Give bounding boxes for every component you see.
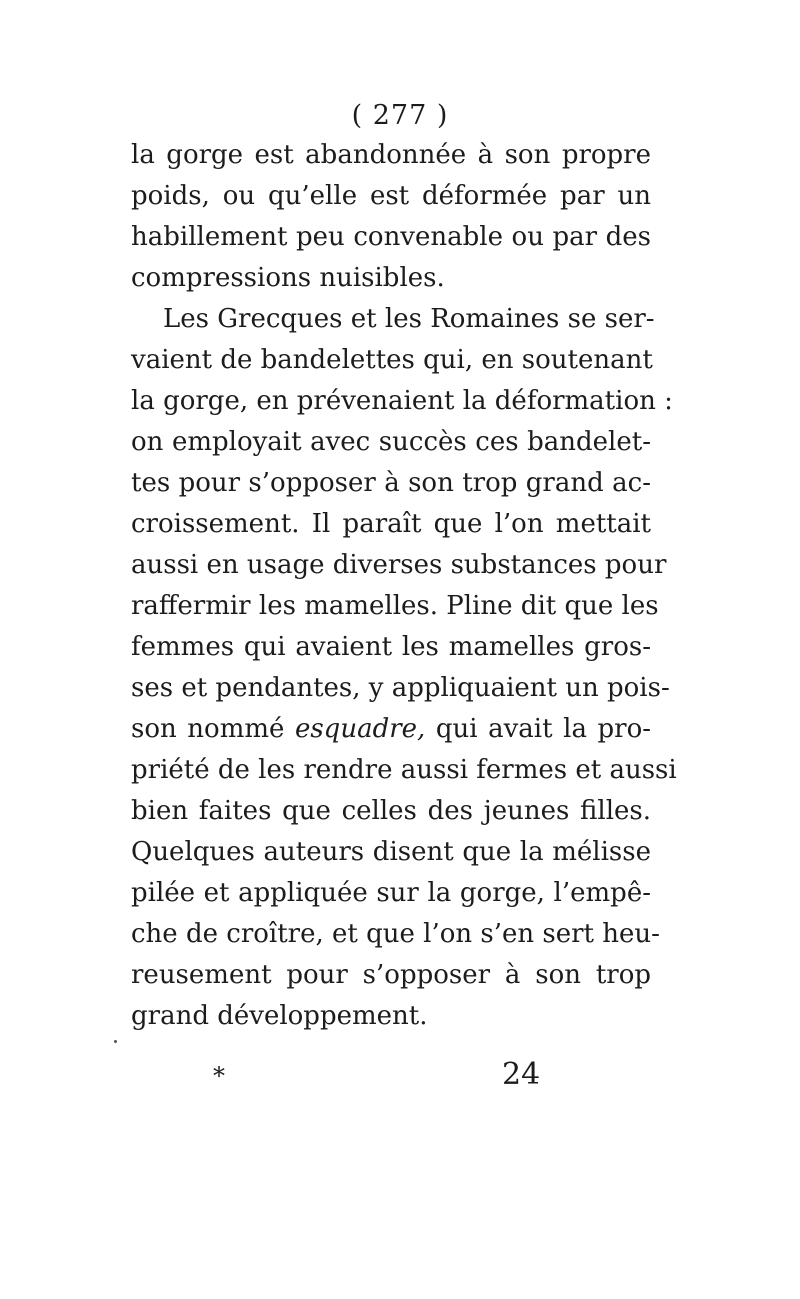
- italic-term: esquadre,: [294, 714, 426, 744]
- text-line: la gorge est abandonnée à son propre: [131, 140, 651, 170]
- text-line: priété de les rendre aussi fermes et aussi: [131, 755, 677, 785]
- text-line: compressions nuisibles.: [131, 263, 445, 293]
- text-fragment: qui avait la pro-: [435, 714, 652, 744]
- margin-dot: [114, 1040, 117, 1043]
- text-line: grand développement.: [131, 1001, 428, 1031]
- text-line: Les Grecques et les Romaines se ser-: [163, 304, 655, 334]
- text-fragment: son nommé: [131, 714, 285, 744]
- text-line: aussi en usage diverses substances pour: [131, 550, 667, 580]
- text-line: poids, ou qu’elle est déformée par un: [131, 181, 651, 211]
- signature-mark: *: [213, 1062, 225, 1090]
- text-line: bien faites que celles des jeunes filles.: [131, 796, 651, 826]
- text-line-mixed: [131, 709, 651, 750]
- text-line: che de croître, et que l’on s’en sert heu-: [131, 919, 660, 949]
- text-line: Quelques auteurs disent que la mélisse: [131, 837, 651, 867]
- text-line: habillement peu convenable ou par des: [131, 222, 651, 252]
- text-line: femmes qui avaient les mamelles gros-: [131, 632, 651, 662]
- text-line: on employait avec succès ces bandelet-: [131, 427, 651, 457]
- text-line: vaient de bandelettes qui, en soutenant: [131, 345, 653, 375]
- text-line: tes pour s’opposer à son trop grand ac-: [131, 468, 651, 498]
- signature-number: 24: [502, 1057, 541, 1092]
- body-text: [131, 135, 677, 1037]
- text-line: raffermir les mamelles. Pline dit que les: [131, 591, 659, 621]
- text-line: reusement pour s’opposer à son trop: [131, 960, 651, 990]
- text-line: croissement. Il paraît que l’on mettait: [131, 509, 651, 539]
- page-number-header: ( 277 ): [351, 100, 449, 131]
- text-line: pilée et appliquée sur la gorge, l’empê-: [131, 878, 651, 908]
- text-line: ses et pendantes, y appliquaient un pois-: [131, 673, 670, 703]
- text-line: la gorge, en prévenaient la déformation :: [131, 386, 673, 416]
